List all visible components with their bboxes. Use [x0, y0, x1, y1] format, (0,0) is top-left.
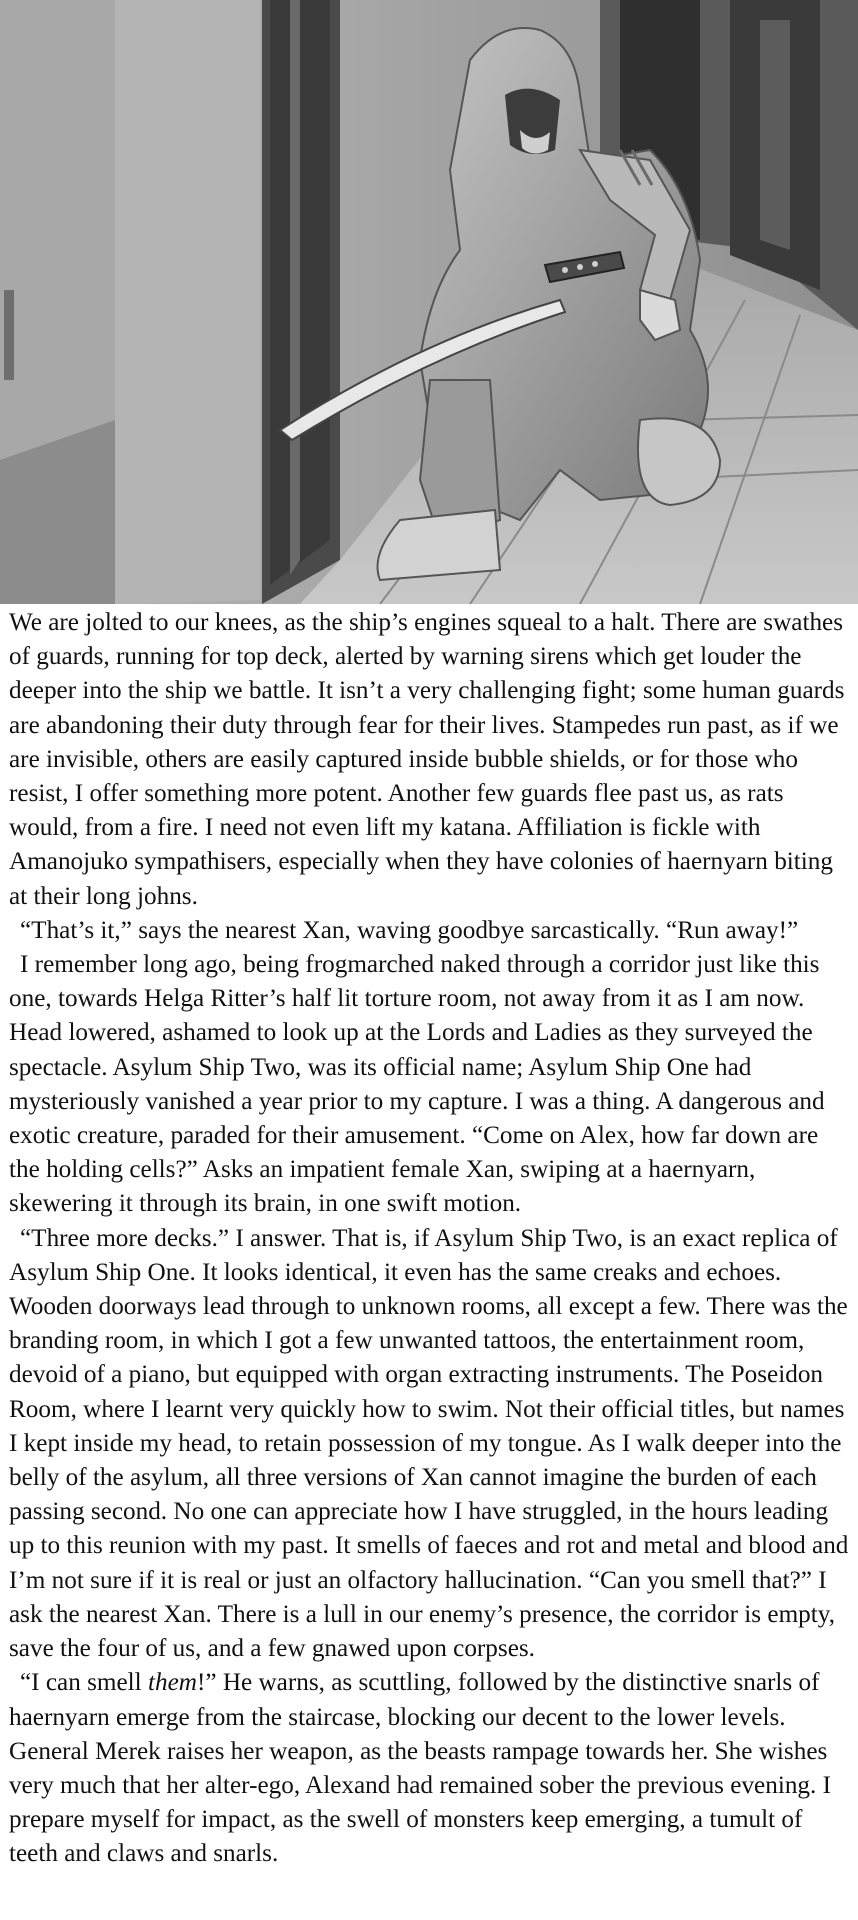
paragraph-text: !” He warns, as scuttling, followed by the distinctive snarls of haernyarn emerge from the staircase, blocking our decent to the lower levels. General Merek raises her weapon, as the beasts rampage towards her. She wishes very much that her alter-ego, Alexand had remained sober the previous evening. I prepare myself for impact, as the swell of monsters keep emerging, a tumult of teeth and claws and snarls. — [9, 1669, 831, 1868]
katana-figure-illustration — [0, 0, 858, 604]
emphasized-word: them — [147, 1669, 197, 1697]
story-text — [9, 606, 855, 1872]
paragraph — [9, 1666, 855, 1871]
paragraph: “That’s it,” says the nearest Xan, waving goodbye sarcastically. “Run away!” — [20, 916, 799, 944]
paragraph: “Three more decks.” I answer. That is, if Asylum Ship Two, is an exact replica of Asylum Ship One. It looks identical, it even has the same creaks and echoes. Wooden doorways lead through to unknown rooms, all except a few. There was the branding room, in which I got a few unwanted tattoos, the entertainment room, devoid of a piano, but equipped with organ extracting instruments. The Poseidon Room, where I learnt very quickly how to swim. Not their official titles, but names I kept inside my head, to retain possession of my tongue. As I walk deeper into the belly of the asylum, all three versions of Xan cannot imagine the burden of each passing second. No one can appreciate how I have struggled, in the hours leading up to this reunion with my past. It smells of faeces and rot and metal and blood and I’m not sure if it is real or just an olfactory hallucination. “Can you smell that?” I ask the nearest Xan. There is a lull in our enemy’s presence, the corridor is empty, save the four of us, and a few gnawed upon corpses. — [9, 1224, 849, 1663]
paragraph: We are jolted to our knees, as the ship’s engines squeal to a halt. There are swathes of guards, running for top deck, alerted by warning sirens which get louder the deeper into the ship we battle. It isn’t a very challenging fight; some human guards are abandoning their duty through fear for their lives. Stampedes run past, as if we are invisible, others are easily captured inside bubble shields, or for those who resist, I offer something more potent. Another few guards flee past us, as rats would, from a fire. I need not even lift my katana. Affiliation is fickle with Amanojuko sympathisers, especially when they have colonies of haernyarn biting at their long johns. — [9, 609, 845, 910]
paragraph: I remember long ago, being frogmarched naked through a corridor just like this one, towards Helga Ritter’s half lit torture room, not away from it as I am now. Head lowered, ashamed to look up at the Lords and Ladies as they surveyed the spectacle. Asylum Ship Two, was its official name; Asylum Ship One had mysteriously vanished a year prior to my capture. I was a thing. A dangerous and exotic creature, paraded for their amusement. “Come on Alex, how far down are the holding cells?” Asks an impatient female Xan, swiping at a haernyarn, skewering it through its brain, in one swift motion. — [9, 951, 825, 1218]
paragraph-text: “I can smell — [20, 1669, 148, 1697]
